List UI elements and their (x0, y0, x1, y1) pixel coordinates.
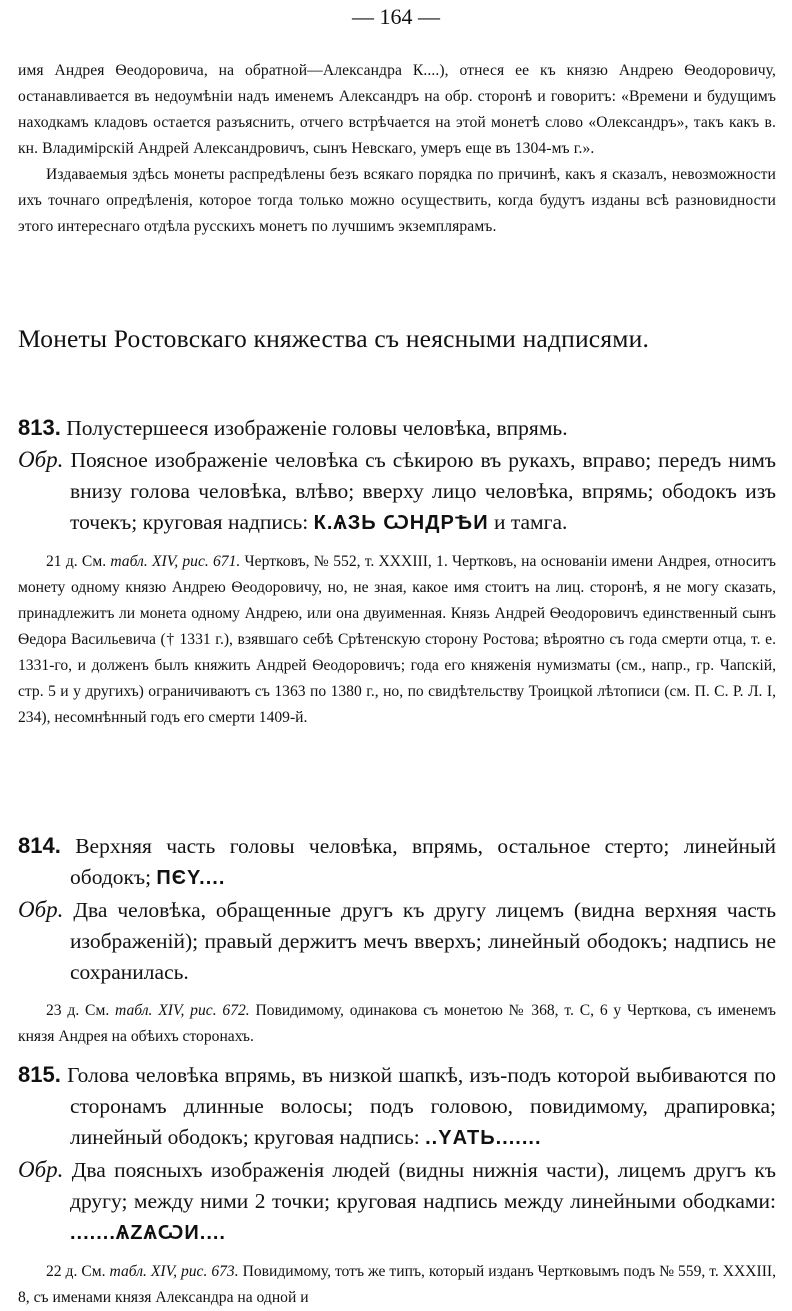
entry-814-obverse (18, 830, 776, 894)
page-number: — 164 — (352, 4, 440, 29)
entry-815-note (18, 1259, 776, 1311)
entry-814-note (18, 998, 776, 1050)
section-heading: Монеты Ростовскаго княжества съ неясными надписями. (18, 324, 650, 353)
note-table-ref: табл. XIV, рис. 672. (115, 1002, 250, 1019)
obr-label: Обр. (18, 1157, 64, 1182)
obverse-description: Полустершееся изображеніе головы человѣка, впрямь. (66, 416, 568, 440)
note-ref: См. (81, 1263, 106, 1280)
entry-814 (18, 830, 776, 1050)
note-weight: 21 д. (46, 553, 78, 570)
note-weight: 22 д. (46, 1263, 78, 1280)
reverse-description: Два человѣка, обращенные другъ къ другу лицемъ (видна верхняя часть изображеній); правый держитъ мечъ вверхъ; линейный ободокъ; надпись не сохранилась. (70, 898, 776, 984)
reverse-description: Поясное изображеніе человѣка съ сѣкирою въ рукахъ, вправо; передъ нимъ внизу голова человѣка, влѣво; вверху лицо человѣка, впрямь; ободокъ изъ точекъ; круговая надпись: (70, 448, 776, 534)
reverse-tail: и тамга. (493, 510, 568, 534)
note-text: Повидимому, одинакова съ монетою № 368, т. С, 6 у Черткова, съ именемъ князя Андрея на обѣихъ сторонахъ. (18, 1002, 776, 1045)
obr-label: Обр. (18, 447, 64, 472)
entry-number: 815. (18, 1062, 61, 1087)
intro-section (18, 58, 776, 240)
coin-inscription: ..YАТЬ....... (425, 1127, 542, 1149)
note-table-ref: табл. XIV, рис. 673. (109, 1263, 239, 1280)
entry-815-obverse (18, 1059, 776, 1154)
note-ref: См. (85, 1002, 110, 1019)
entry-number: 814. (18, 833, 61, 858)
entry-813-reverse (18, 444, 776, 539)
note-table-ref: табл. XIV, рис. 671. (110, 553, 241, 570)
entry-814-reverse (18, 894, 776, 988)
coin-inscription: К.ѦЗЬ ѠНДРѢИ (313, 512, 489, 534)
intro-paragraph-1: имя Андрея Ѳеодоровича, на обратной—Александра К....), отнеся ее къ князю Андрею Ѳеодоровичу, останавливается въ недоумѣніи надъ именемъ Александръ на обр. сторонѣ и говоритъ: «Времени и будущимъ находкамъ кладовъ остается разъяснить, отчего встрѣчается на этой монетѣ слово «Олександръ», такъ какъ в. кн. Владимірскій Андрей Александровичъ, сынъ Невскаго, умеръ еще въ 1304-мъ г.». (18, 62, 776, 157)
intro-paragraph-2: Издаваемыя здѣсь монеты распредѣлены безъ всякаго порядка по причинѣ, какъ я сказалъ, невозможности ихъ точнаго опредѣленія, которое тогда только можно осуществить, когда будутъ изданы всѣ разновидности этого интереснаго отдѣла русскихъ монетъ по лучшимъ экземплярамъ. (18, 166, 776, 235)
entry-813-note (18, 549, 776, 731)
obverse-description: Верхняя часть головы человѣка, впрямь, остальное стерто; линейный ободокъ; (70, 834, 777, 889)
entry-number: 813. (18, 415, 61, 440)
entry-815 (18, 1059, 776, 1311)
coin-inscription: ПЄY.... (156, 867, 226, 889)
note-text: Повидимому, тотъ же типъ, который изданъ Чертковымъ подъ № 559, т. XXXIII, 8, съ именами князя Александра на одной и (18, 1263, 776, 1306)
entry-815-reverse (18, 1154, 776, 1249)
obverse-description: Голова человѣка впрямь, въ низкой шапкѣ, изъ-подъ которой выбиваются по сторонамъ длинные волосы; подъ головою, повидимому, драпировка; линейный ободокъ; круговая надпись: (67, 1063, 776, 1149)
note-ref: См. (81, 553, 107, 570)
coin-inscription: .......ѦZѦѠИ.... (70, 1222, 226, 1244)
note-text: Чертковъ, № 552, т. XXXIII, 1. Чертковъ, на основаніи имени Андрея, относитъ монету одному князю Андрею Ѳеодоровичу, но, не зная, какое имя стоитъ на лиц. сторонѣ, я не могу сказать, принадлежитъ ли монета одному Андрею, или она двуименная. Князь Андрей Ѳеодоровичъ единственный сынъ Ѳедора Васильевича († 1331 г.), взявшаго себѣ Срѣтенскую сторону Ростова; вѣроятно съ года смерти отца, т. е. 1331-го, и долженъ былъ княжить Андрей Ѳеодоровичъ; года его княженія нумизматы (см., напр., гр. Чапскій, стр. 5 и у другихъ) ограничиваютъ съ 1363 по 1380 г., но, по свидѣтельству Троицкой лѣтописи (см. П. С. Р. Л. I, 234), несомнѣнный годъ его смерти 1409-й. (18, 553, 776, 726)
entry-813 (18, 412, 776, 731)
entry-813-obverse (18, 412, 776, 444)
note-weight: 23 д. (46, 1002, 80, 1019)
reverse-description: Два поясныхъ изображенія людей (видны нижнія части), лицемъ другъ къ другу; между ними 2 точки; круговая надпись между линейными ободками: (70, 1158, 776, 1213)
obr-label: Обр. (18, 897, 64, 922)
